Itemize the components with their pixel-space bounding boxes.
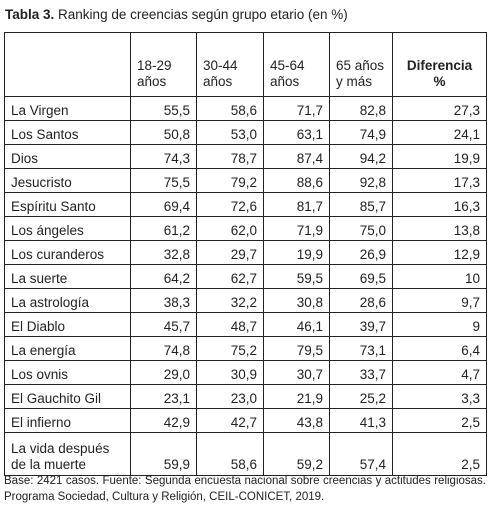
value-cell: 42,7	[197, 409, 264, 433]
value-cell: 53,0	[197, 121, 264, 145]
row-label-cell: Dios	[5, 145, 131, 169]
row-label-cell: Los Santos	[5, 121, 131, 145]
value-cell: 94,2	[330, 145, 393, 169]
value-cell: 9,7	[393, 289, 487, 313]
table-row	[5, 241, 487, 265]
row-label-cell: La astrología	[5, 289, 131, 313]
value-cell: 23,1	[131, 385, 197, 409]
value-cell: 50,8	[131, 121, 197, 145]
value-cell: 21,9	[264, 385, 330, 409]
value-cell: 33,7	[330, 361, 393, 385]
value-cell: 58,6	[197, 433, 264, 476]
header-cell-belief	[5, 33, 131, 97]
table-row	[5, 193, 487, 217]
value-cell: 19,9	[264, 241, 330, 265]
value-cell: 78,7	[197, 145, 264, 169]
value-cell: 71,7	[264, 97, 330, 121]
table-row	[5, 433, 487, 476]
row-label-cell: La suerte	[5, 265, 131, 289]
value-cell: 58,6	[197, 97, 264, 121]
value-cell: 59,5	[264, 265, 330, 289]
value-cell: 79,2	[197, 169, 264, 193]
header-cell-difference: Diferencia %	[393, 33, 487, 97]
row-label-cell: La energía	[5, 337, 131, 361]
row-label-cell: Los curanderos	[5, 241, 131, 265]
value-cell: 10	[393, 265, 487, 289]
value-cell: 62,7	[197, 265, 264, 289]
value-cell: 72,6	[197, 193, 264, 217]
value-cell: 64,2	[131, 265, 197, 289]
row-label-cell: La Virgen	[5, 97, 131, 121]
table-title: Ranking de creencias según grupo etario (en %)	[58, 7, 348, 22]
value-cell: 12,9	[393, 241, 487, 265]
value-cell: 63,1	[264, 121, 330, 145]
header-row	[5, 33, 487, 97]
row-label-cell: El Diablo	[5, 313, 131, 337]
value-cell: 62,0	[197, 217, 264, 241]
table-row	[5, 385, 487, 409]
value-cell: 9	[393, 313, 487, 337]
value-cell: 13,8	[393, 217, 487, 241]
value-cell: 74,9	[330, 121, 393, 145]
value-cell: 30,9	[197, 361, 264, 385]
value-cell: 29,0	[131, 361, 197, 385]
value-cell: 45,7	[131, 313, 197, 337]
value-cell: 32,8	[131, 241, 197, 265]
table-row	[5, 169, 487, 193]
value-cell: 23,0	[197, 385, 264, 409]
table-row	[5, 217, 487, 241]
table-body	[5, 97, 487, 476]
value-cell: 87,4	[264, 145, 330, 169]
value-cell: 74,3	[131, 145, 197, 169]
value-cell: 59,9	[131, 433, 197, 476]
table-row	[5, 409, 487, 433]
value-cell: 85,7	[330, 193, 393, 217]
value-cell: 42,9	[131, 409, 197, 433]
value-cell: 79,5	[264, 337, 330, 361]
value-cell: 19,9	[393, 145, 487, 169]
value-cell: 57,4	[330, 433, 393, 476]
table-number: Tabla 3.	[5, 7, 55, 22]
value-cell: 46,1	[264, 313, 330, 337]
value-cell: 28,6	[330, 289, 393, 313]
beliefs-table	[4, 32, 487, 476]
value-cell: 69,5	[330, 265, 393, 289]
table-row	[5, 145, 487, 169]
value-cell: 88,6	[264, 169, 330, 193]
row-label-cell: El Gauchito Gil	[5, 385, 131, 409]
value-cell: 6,4	[393, 337, 487, 361]
table-row	[5, 361, 487, 385]
table-row	[5, 121, 487, 145]
value-cell: 92,8	[330, 169, 393, 193]
value-cell: 38,3	[131, 289, 197, 313]
row-label-cell: Los ángeles	[5, 217, 131, 241]
header-cell-30-44: 30-44 años	[197, 33, 264, 97]
value-cell: 48,7	[197, 313, 264, 337]
value-cell: 69,4	[131, 193, 197, 217]
value-cell: 3,3	[393, 385, 487, 409]
value-cell: 71,9	[264, 217, 330, 241]
table-row	[5, 337, 487, 361]
row-label-cell: La vida después de la muerte	[5, 433, 131, 476]
value-cell: 25,2	[330, 385, 393, 409]
table-row	[5, 97, 487, 121]
value-cell: 4,7	[393, 361, 487, 385]
value-cell: 75,2	[197, 337, 264, 361]
value-cell: 39,7	[330, 313, 393, 337]
value-cell: 17,3	[393, 169, 487, 193]
row-label-cell: Espíritu Santo	[5, 193, 131, 217]
value-cell: 29,7	[197, 241, 264, 265]
value-cell: 2,5	[393, 409, 487, 433]
value-cell: 61,2	[131, 217, 197, 241]
footnote: Base: 2421 casos. Fuente: Segunda encuesta nacional sobre creencias y actitudes religiosas. Programa Sociedad, Cultura y Religión, CEIL-CONICET, 2019.	[4, 475, 486, 503]
value-cell: 82,8	[330, 97, 393, 121]
header-cell-45-64: 45-64 años	[264, 33, 330, 97]
row-label-cell: Los ovnis	[5, 361, 131, 385]
table-row	[5, 313, 487, 337]
value-cell: 74,8	[131, 337, 197, 361]
value-cell: 2,5	[393, 433, 487, 476]
value-cell: 75,0	[330, 217, 393, 241]
table-row	[5, 265, 487, 289]
header-cell-65-plus: 65 años y más	[330, 33, 393, 97]
value-cell: 27,3	[393, 97, 487, 121]
value-cell: 75,5	[131, 169, 197, 193]
value-cell: 32,2	[197, 289, 264, 313]
value-cell: 16,3	[393, 193, 487, 217]
header-cell-18-29: 18-29 años	[131, 33, 197, 97]
value-cell: 59,2	[264, 433, 330, 476]
table-row	[5, 289, 487, 313]
value-cell: 41,3	[330, 409, 393, 433]
value-cell: 30,7	[264, 361, 330, 385]
value-cell: 24,1	[393, 121, 487, 145]
value-cell: 81,7	[264, 193, 330, 217]
value-cell: 26,9	[330, 241, 393, 265]
value-cell: 73,1	[330, 337, 393, 361]
value-cell: 30,8	[264, 289, 330, 313]
row-label-cell: Jesucristo	[5, 169, 131, 193]
row-label-cell: El infierno	[5, 409, 131, 433]
value-cell: 43,8	[264, 409, 330, 433]
table-caption	[5, 6, 348, 24]
value-cell: 55,5	[131, 97, 197, 121]
